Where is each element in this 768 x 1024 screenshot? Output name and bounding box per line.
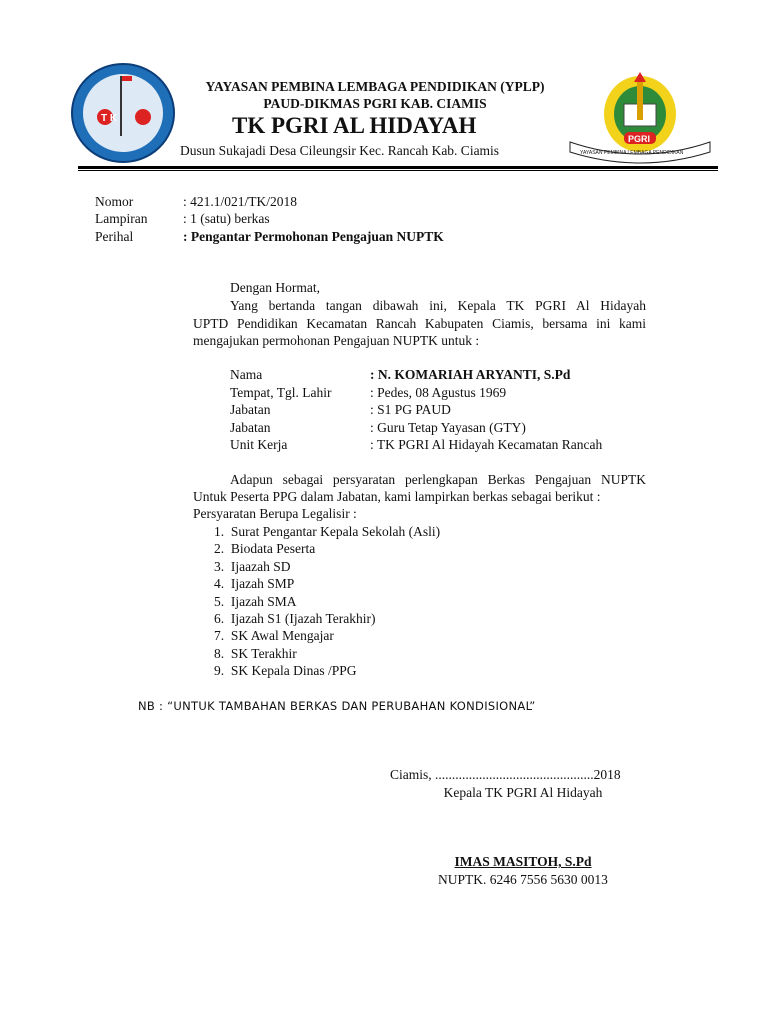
- requirements-line: Adapun sebagai persyaratan perlengkapan Berkas Pengajuan NUPTK: [230, 472, 646, 487]
- greeting: Dengan Hormat,: [230, 280, 320, 295]
- signatory-name: IMAS MASITOH, S.Pd: [454, 854, 592, 869]
- svg-text:YAYASAN PEMBINA LEMBAGA PENDID: YAYASAN PEMBINA LEMBAGA PENDIDIKAN: [580, 150, 684, 156]
- meta-label: Perihal: [95, 229, 134, 244]
- meta-label: Nomor: [95, 194, 134, 209]
- pgri-logo: [566, 72, 714, 164]
- signatory-position: Kepala TK PGRI Al Hidayah: [443, 785, 603, 800]
- list-item: 2. Biodata Peserta: [214, 541, 316, 556]
- requirements-line: Untuk Peserta PPG dalam Jabatan, kami lampirkan berkas sebagai berikut :: [193, 489, 601, 504]
- meta-value: : 1 (satu) berkas: [183, 211, 270, 226]
- header-divider-thin: [78, 170, 718, 171]
- school-name: TK PGRI AL HIDAYAH: [232, 113, 477, 138]
- note: NB : “UNTUK TAMBAHAN BERKAS DAN PERUBAHAN KONDISIONAL”: [138, 699, 536, 713]
- identity-label: Jabatan: [230, 402, 271, 417]
- list-item: 7. SK Awal Mengajar: [214, 628, 334, 643]
- list-item: 9. SK Kepala Dinas /PPG: [214, 663, 357, 678]
- opening-line: Yang bertanda tangan dibawah ini, Kepala TK PGRI Al Hidayah: [230, 298, 646, 313]
- identity-value: : N. KOMARIAH ARYANTI, S.Pd: [370, 367, 571, 382]
- list-item: 5. Ijazah SMA: [214, 594, 297, 609]
- requirements-line: Persyaratan Berupa Legalisir :: [193, 506, 357, 521]
- meta-label: Lampiran: [95, 211, 148, 226]
- tk-logo-text: T K: [101, 113, 118, 124]
- identity-label: Tempat, Tgl. Lahir: [230, 385, 332, 400]
- identity-label: Jabatan: [230, 420, 271, 435]
- foundation-name: YAYASAN PEMBINA LEMBAGA PENDIDIKAN (YPLP): [205, 79, 545, 94]
- opening-line: mengajukan permohonan Pengajuan NUPTK untuk :: [193, 333, 480, 348]
- place-date: Ciamis, ...............................................2018: [390, 767, 621, 782]
- list-item: 1. Surat Pengantar Kepala Sekolah (Asli): [214, 524, 441, 539]
- svg-text:PGRI: PGRI: [628, 134, 651, 144]
- identity-label: Nama: [230, 367, 263, 382]
- header-divider: [78, 166, 718, 169]
- list-item: 6. Ijazah S1 (Ijazah Terakhir): [214, 611, 376, 626]
- list-item: 8. SK Terakhir: [214, 646, 297, 661]
- opening-line: UPTD Pendidikan Kecamatan Rancah Kabupaten Ciamis, bersama ini kami: [193, 316, 646, 331]
- list-item: 4. Ijazah SMP: [214, 576, 295, 591]
- identity-value: : Guru Tetap Yayasan (GTY): [370, 420, 526, 435]
- foundation-subname: PAUD-DIKMAS PGRI KAB. CIAMIS: [263, 96, 487, 111]
- identity-value: : S1 PG PAUD: [370, 402, 451, 417]
- school-address: Dusun Sukajadi Desa Cileungsir Kec. Rancah Kab. Ciamis: [180, 143, 500, 158]
- identity-label: Unit Kerja: [230, 437, 288, 452]
- list-item: 3. Ijaazah SD: [214, 559, 291, 574]
- identity-value: : Pedes, 08 Agustus 1969: [370, 385, 507, 400]
- identity-value: : TK PGRI Al Hidayah Kecamatan Rancah: [370, 437, 603, 452]
- signatory-id: NUPTK. 6246 7556 5630 0013: [438, 872, 608, 887]
- meta-value: : Pengantar Permohonan Pengajuan NUPTK: [183, 229, 444, 244]
- tk-logo: [70, 62, 176, 164]
- meta-value: : 421.1/021/TK/2018: [183, 194, 297, 209]
